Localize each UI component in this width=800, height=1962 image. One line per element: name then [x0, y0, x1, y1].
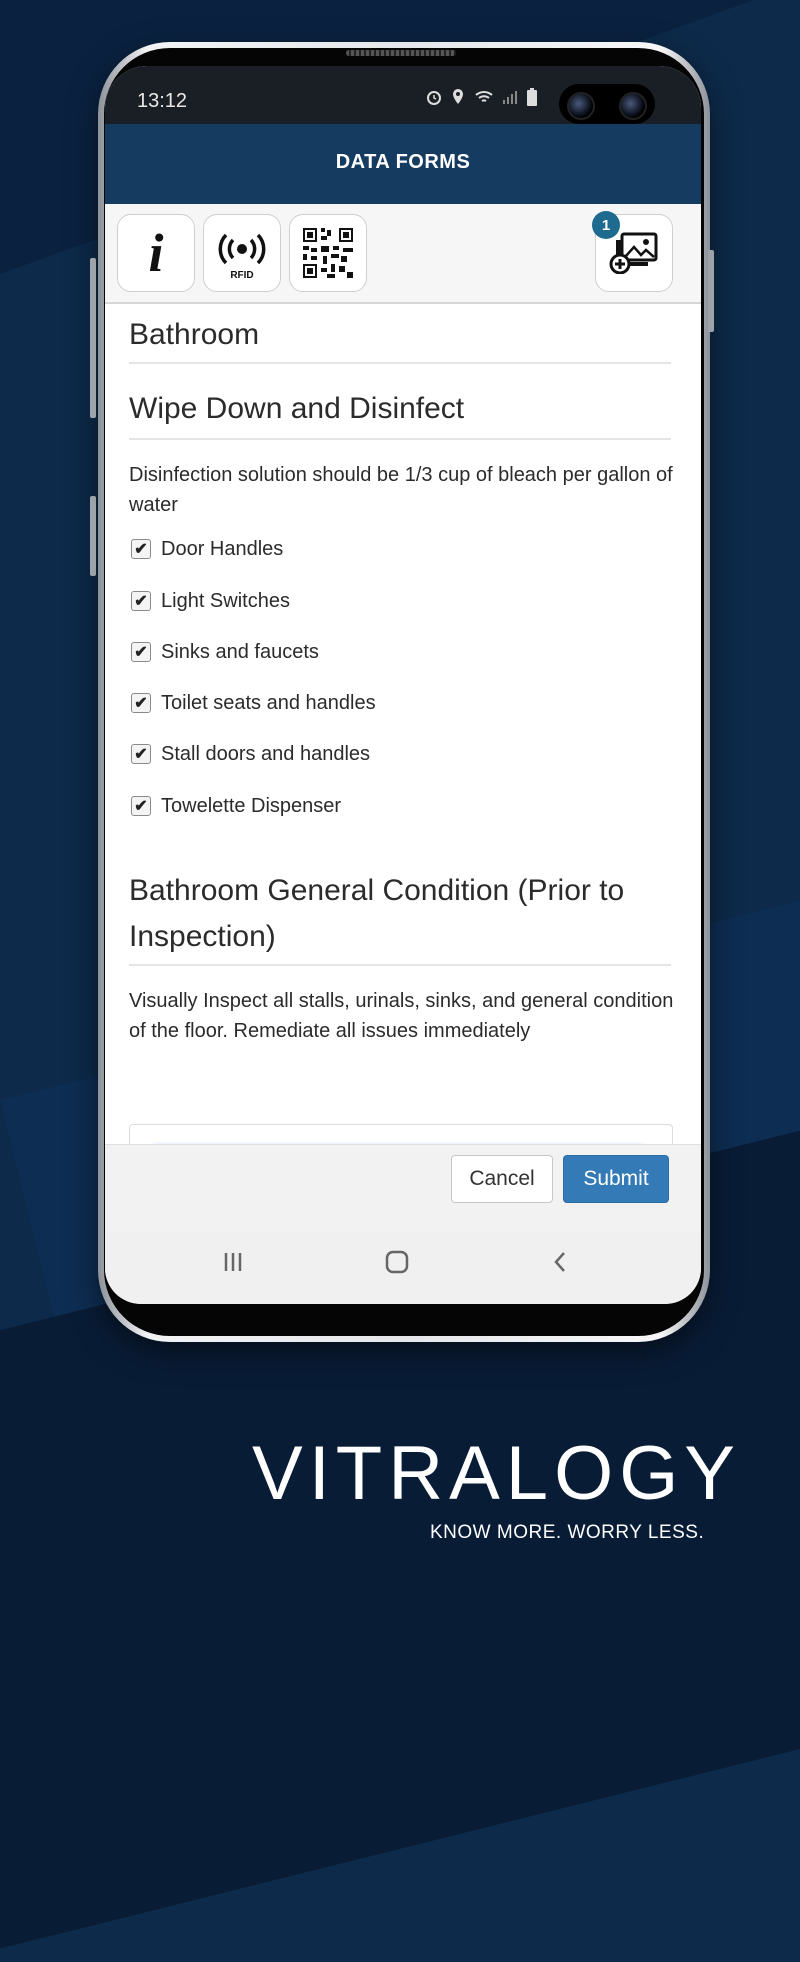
location-icon: [451, 88, 465, 106]
qr-code-icon: [303, 228, 353, 278]
section-title: Wipe Down and Disinfect: [129, 392, 671, 440]
checklist-item-label: Door Handles: [161, 537, 284, 560]
alarm-icon: [425, 88, 443, 106]
checklist-item-label: Stall doors and handles: [161, 742, 371, 765]
rfid-label: RFID: [230, 270, 254, 281]
checkbox[interactable]: ✔: [131, 796, 151, 816]
form-content: [105, 302, 701, 1144]
status-bar: [105, 66, 701, 124]
checkbox[interactable]: ✔: [131, 693, 151, 713]
photo-count-badge: 1: [592, 211, 620, 239]
brand-logo: VITRALOGY: [252, 1431, 741, 1516]
rfid-icon: [214, 233, 270, 273]
status-time: 13:12: [137, 90, 188, 112]
checklist-item[interactable]: [131, 688, 376, 718]
home-icon[interactable]: [385, 1250, 409, 1274]
signal-icon: [502, 89, 518, 105]
camera-lens: [619, 92, 647, 120]
app-title: DATA FORMS: [105, 124, 701, 204]
checklist-item[interactable]: [131, 791, 341, 821]
add-photo-button[interactable]: [595, 214, 673, 292]
camera-lens: [567, 92, 595, 120]
front-camera: [559, 84, 655, 124]
condition-field: [129, 1124, 673, 1144]
checklist-item[interactable]: [131, 586, 290, 616]
back-icon[interactable]: [549, 1250, 573, 1274]
add-photo-icon: [608, 232, 660, 274]
section-title: Bathroom General Condition (Prior to Inspection): [129, 868, 671, 966]
checklist-item-label: Toilet seats and handles: [161, 691, 376, 714]
cancel-button[interactable]: Cancel: [451, 1155, 553, 1203]
phone-screen: [105, 66, 701, 1304]
checklist-item-label: Light Switches: [161, 589, 290, 612]
checkbox[interactable]: ✔: [131, 744, 151, 764]
bixby-button: [90, 496, 96, 576]
section-description: Disinfection solution should be 1/3 cup of bleach per gallon of water: [129, 464, 673, 516]
recent-apps-icon[interactable]: [221, 1250, 245, 1274]
info-button[interactable]: [117, 214, 195, 292]
system-nav-bar: [105, 1232, 701, 1304]
checklist-item[interactable]: [131, 739, 370, 769]
submit-button[interactable]: Submit: [563, 1155, 669, 1203]
checkbox[interactable]: ✔: [131, 539, 151, 559]
location-title: Bathroom: [129, 318, 671, 364]
checklist-item[interactable]: [131, 534, 283, 564]
form-actions: [105, 1144, 701, 1233]
volume-button: [90, 258, 96, 418]
checkbox[interactable]: ✔: [131, 642, 151, 662]
battery-icon: [527, 88, 537, 106]
checkbox[interactable]: ✔: [131, 591, 151, 611]
rfid-button[interactable]: [203, 214, 281, 292]
wifi-icon: [474, 89, 494, 105]
form-toolbar: [105, 204, 701, 304]
checklist-item-label: Towelette Dispenser: [161, 794, 342, 817]
checklist-item-label: Sinks and faucets: [161, 640, 319, 663]
power-button: [708, 250, 714, 332]
section-description: Visually Inspect all stalls, urinals, sinks, and general condition of the floor. Remediate all issues immediately: [129, 990, 674, 1042]
qr-code-button[interactable]: [289, 214, 367, 292]
info-icon: i: [148, 223, 164, 283]
speaker-grille: [346, 50, 456, 56]
status-icons: [425, 88, 537, 106]
checklist-item[interactable]: [131, 637, 319, 667]
brand-tagline: KNOW MORE. WORRY LESS.: [430, 1522, 705, 1543]
